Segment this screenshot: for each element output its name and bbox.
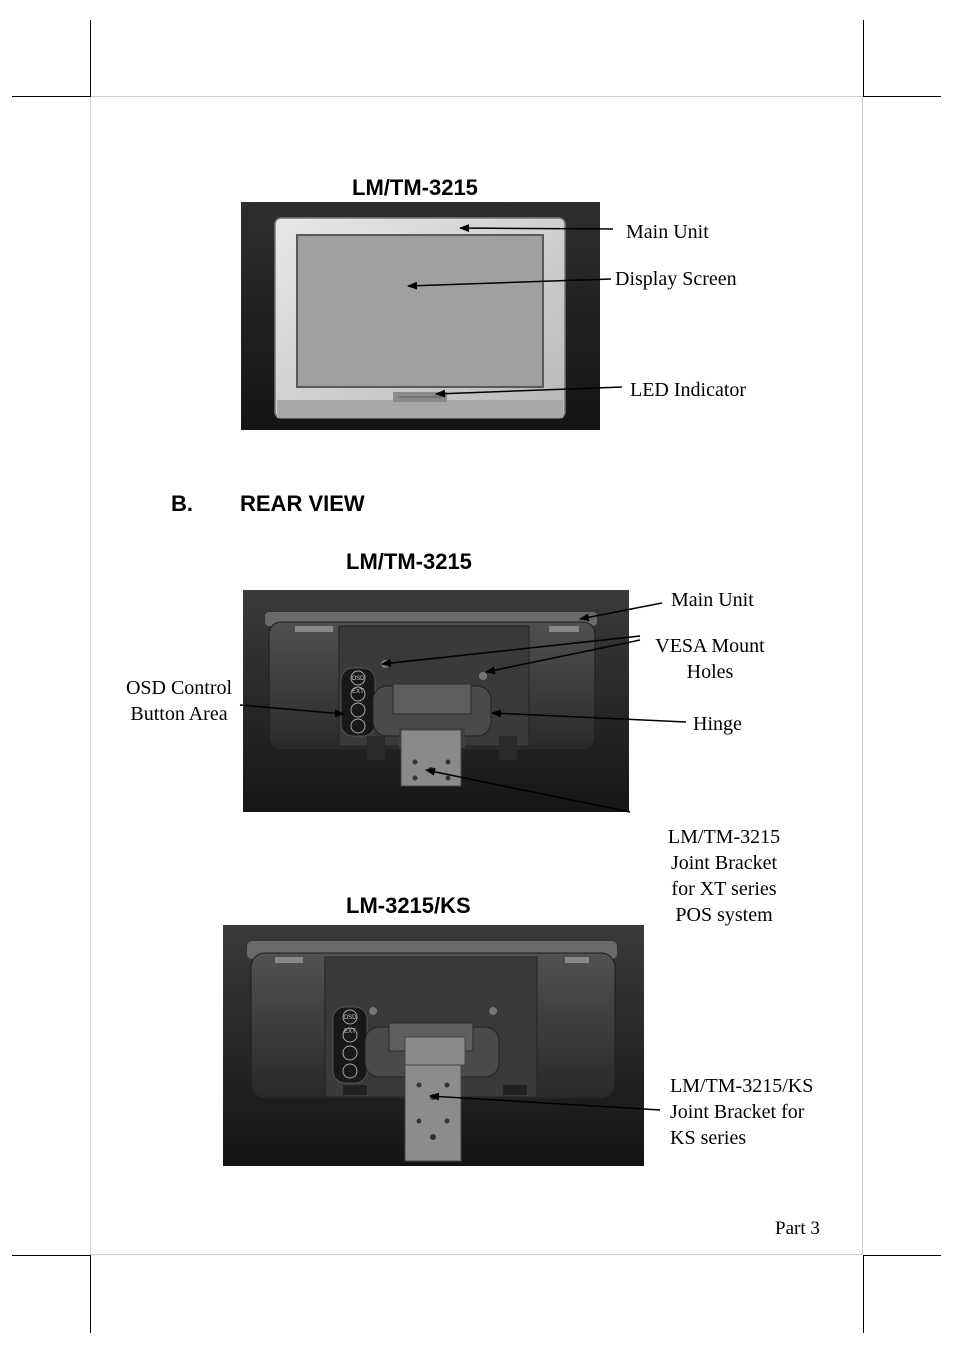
ks-monitor-image <box>223 925 644 1166</box>
ks-label-line3: KS series <box>670 1127 747 1149</box>
crop-mark-tr-h <box>863 96 941 97</box>
rear-label-bracket-line4: POS system <box>675 904 773 926</box>
front-monitor-image <box>241 202 600 430</box>
front-view-title: LM/TM-3215 <box>352 175 478 200</box>
crop-mark-tr-v <box>863 20 864 97</box>
page-frame-left <box>90 97 91 1255</box>
front-label-main-unit: Main Unit <box>626 221 709 243</box>
rear-label-vesa-line2: Holes <box>686 661 734 683</box>
rear-label-osd-line2: Button Area <box>130 703 228 725</box>
ks-ext-button-label: EXT <box>344 1029 356 1035</box>
crop-mark-br-v <box>863 1255 864 1333</box>
page-frame-right <box>862 97 863 1255</box>
rear-label-main-unit: Main Unit <box>671 589 754 611</box>
crop-mark-bl-h <box>12 1255 91 1256</box>
rear-osd-button-label: OSD <box>351 676 365 682</box>
rear-label-osd-area <box>115 675 243 727</box>
rear-label-osd-line1: OSD Control <box>125 677 233 699</box>
rear-label-bracket-line2: Joint Bracket <box>670 852 778 874</box>
ks-label-line2: Joint Bracket for <box>670 1101 805 1123</box>
rear-label-hinge: Hinge <box>693 713 742 735</box>
rear-label-joint-bracket <box>648 824 800 928</box>
crop-mark-tl-v <box>90 20 91 97</box>
page-frame-top <box>91 96 863 97</box>
rear-label-bracket-line1: LM/TM-3215 <box>667 826 781 848</box>
page-number: Part 3 <box>775 1218 820 1239</box>
page-frame-bottom <box>91 1254 863 1255</box>
section-letter: B. <box>171 491 193 516</box>
rear-view-title: LM/TM-3215 <box>346 549 472 574</box>
ks-view-title: LM-3215/KS <box>346 893 471 918</box>
section-heading: REAR VIEW <box>240 491 365 516</box>
rear-ext-button-label: EXT <box>352 689 364 695</box>
rear-label-vesa-line1: VESA Mount <box>655 635 765 657</box>
front-label-led-indicator: LED Indicator <box>630 379 747 401</box>
crop-mark-tl-h <box>12 96 91 97</box>
rear-monitor-image <box>243 590 629 812</box>
ks-label-joint-bracket <box>670 1073 813 1151</box>
ks-osd-button-label: OSD <box>343 1015 357 1021</box>
ks-label-line1: LM/TM-3215/KS <box>670 1075 814 1097</box>
crop-mark-br-h <box>863 1255 941 1256</box>
crop-mark-bl-v <box>90 1255 91 1333</box>
rear-label-bracket-line3: for XT series <box>671 878 777 900</box>
rear-label-vesa-holes <box>646 633 774 685</box>
front-label-display-screen: Display Screen <box>615 268 737 290</box>
